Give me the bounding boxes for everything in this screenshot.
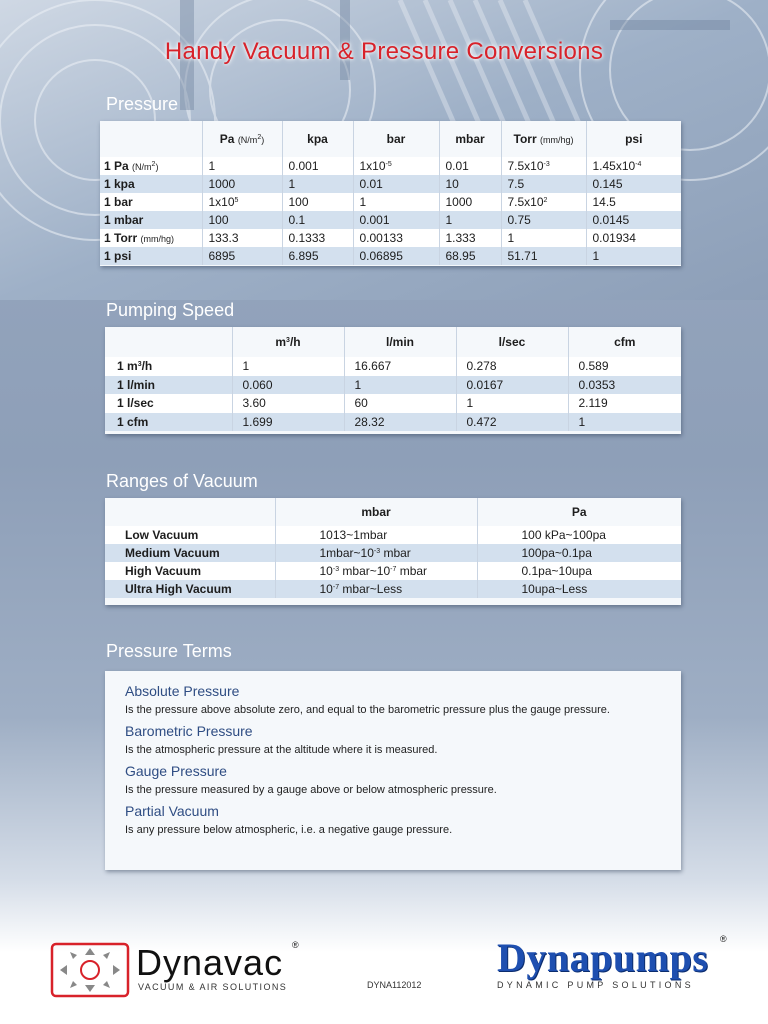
- cell: 1000: [439, 193, 501, 211]
- cell: 7.5: [501, 175, 586, 193]
- cell: 0.278: [456, 357, 568, 376]
- term-title: Barometric Pressure: [125, 723, 253, 739]
- dynapumps-logo: [497, 934, 737, 994]
- registered-mark: ®: [292, 940, 299, 950]
- cell: $1x10^5$: [202, 193, 282, 211]
- pumping-speed-table-panel: [105, 327, 681, 434]
- header-empty-cell: [105, 327, 232, 357]
- cell: 10upa~Less: [477, 580, 681, 598]
- table-row: [105, 357, 681, 376]
- cell: 0.01: [439, 157, 501, 175]
- cell: 1: [439, 211, 501, 229]
- header-empty-cell: [105, 498, 275, 526]
- row-label: Medium Vacuum: [105, 544, 275, 562]
- cell: 1.699: [232, 413, 344, 432]
- cell: 0.0145: [586, 211, 681, 229]
- row-label: 1 Torr (mm/hg): [100, 229, 202, 247]
- section-heading-ranges: Ranges of Vacuum: [106, 471, 258, 491]
- cell: 0.75: [501, 211, 586, 229]
- header-mbar: mbar: [275, 498, 477, 526]
- cell: 0.1pa~10upa: [477, 562, 681, 580]
- cell: 0.06895: [353, 247, 439, 265]
- cell: 0.145: [586, 175, 681, 193]
- cell: $10^{-7}$ mbar~Less: [275, 580, 477, 598]
- header-kpa: kpa: [282, 121, 353, 157]
- cell: 10: [439, 175, 501, 193]
- cell: 1: [586, 247, 681, 265]
- cell: 100: [202, 211, 282, 229]
- table-row: [105, 562, 681, 580]
- cell: 1000: [202, 175, 282, 193]
- cell: 1.333: [439, 229, 501, 247]
- table-row: [105, 580, 681, 598]
- cell: 6895: [202, 247, 282, 265]
- cell: 0.01934: [586, 229, 681, 247]
- term-title: Gauge Pressure: [125, 763, 227, 779]
- cell: $1mbar\sim 10^{-3}$ mbar: [275, 544, 477, 562]
- page-title: Handy Vacuum & Pressure Conversions: [164, 38, 604, 65]
- cell: 3.60: [232, 394, 344, 413]
- cell: 16.667: [344, 357, 456, 376]
- cell: 2.119: [568, 394, 681, 413]
- cell: 0.0353: [568, 376, 681, 395]
- header-torr: Torr (mm/hg): [501, 121, 586, 157]
- header-lsec: l/sec: [456, 327, 568, 357]
- table-row: [100, 193, 681, 211]
- row-label: 1 bar: [100, 193, 202, 211]
- cell: 100: [282, 193, 353, 211]
- row-label: 1 psi: [100, 247, 202, 265]
- table-row: [100, 229, 681, 247]
- table-row: [100, 175, 681, 193]
- ranges-of-vacuum-table: [105, 498, 681, 598]
- cell: 51.71: [501, 247, 586, 265]
- term-description: Is the pressure measured by a gauge above or below atmospheric pressure.: [125, 784, 497, 796]
- cell: 0.1: [282, 211, 353, 229]
- pressure-terms-panel: [105, 671, 681, 870]
- dynavac-logo: [50, 940, 310, 1000]
- cell: 0.01: [353, 175, 439, 193]
- term-title: Partial Vacuum: [125, 803, 219, 819]
- term-description: Is any pressure below atmospheric, i.e. a negative gauge pressure.: [125, 824, 453, 836]
- table-row: [105, 413, 681, 432]
- cell: 1: [456, 394, 568, 413]
- table-row: [100, 247, 681, 265]
- header-pa: Pa $(N/m^2)$: [202, 121, 282, 157]
- cell: 1: [232, 357, 344, 376]
- cell: 1013~1mbar: [275, 526, 477, 544]
- table-row: [105, 544, 681, 562]
- cell: 68.95: [439, 247, 501, 265]
- cell: 100 kPa~100pa: [477, 526, 681, 544]
- cell: $10^{-3}$ $mbar\sim 10^{-7}$ mbar: [275, 562, 477, 580]
- row-label: 1 l/sec: [105, 394, 232, 413]
- cell: 0.0167: [456, 376, 568, 395]
- dynavac-wordmark: Dynavac: [136, 942, 284, 983]
- header-bar: bar: [353, 121, 439, 157]
- cell: 1: [282, 175, 353, 193]
- cell: 0.1333: [282, 229, 353, 247]
- pumping-speed-table: [105, 327, 681, 431]
- dynavac-emblem-icon: [50, 942, 130, 998]
- header-empty-cell: [100, 121, 202, 157]
- row-label: High Vacuum: [105, 562, 275, 580]
- registered-mark: ®: [720, 934, 727, 944]
- dynapumps-tagline: DYNAMIC PUMP SOLUTIONS: [497, 980, 694, 990]
- row-label: 1 l/min: [105, 376, 232, 395]
- header-m3h: $m^3/h$: [232, 327, 344, 357]
- row-label: 1 mbar: [100, 211, 202, 229]
- cell: $7.5x10^{-3}$: [501, 157, 586, 175]
- cell: 0.589: [568, 357, 681, 376]
- term-description: Is the pressure above absolute zero, and equal to the barometric pressure plus the gauge pressure.: [125, 704, 610, 716]
- ranges-table-panel: [105, 498, 681, 605]
- section-heading-pressure: Pressure: [106, 94, 179, 114]
- cell: 100pa~0.1pa: [477, 544, 681, 562]
- cell: $1x10^{-5}$: [353, 157, 439, 175]
- cell: 1: [344, 376, 456, 395]
- cell: 0.001: [282, 157, 353, 175]
- cell: 6.895: [282, 247, 353, 265]
- header-psi: psi: [586, 121, 681, 157]
- cell: 0.472: [456, 413, 568, 432]
- dynavac-tagline: VACUUM & AIR SOLUTIONS: [138, 982, 288, 992]
- term-item: [125, 723, 661, 757]
- cell: 28.32: [344, 413, 456, 432]
- cell: $7.5x10^2$: [501, 193, 586, 211]
- row-label: 1 cfm: [105, 413, 232, 432]
- table-row: [100, 211, 681, 229]
- cell: 60: [344, 394, 456, 413]
- cell: 1: [353, 193, 439, 211]
- term-item: [125, 763, 661, 797]
- dynapumps-wordmark: Dynapumps: [497, 935, 709, 980]
- pressure-table-panel: [100, 121, 681, 266]
- term-title: Absolute Pressure: [125, 683, 240, 699]
- table-row: [105, 376, 681, 395]
- cell: 0.001: [353, 211, 439, 229]
- section-heading-pumping-speed: Pumping Speed: [106, 300, 235, 320]
- term-description: Is the atmospheric pressure at the altitude where it is measured.: [125, 744, 438, 756]
- header-cfm: cfm: [568, 327, 681, 357]
- header-mbar: mbar: [439, 121, 501, 157]
- row-label: 1 Pa $(N/m^2)$: [100, 157, 202, 175]
- table-row: [105, 526, 681, 544]
- header-pa: Pa: [477, 498, 681, 526]
- cell: 14.5: [586, 193, 681, 211]
- cell: 1: [501, 229, 586, 247]
- row-label: Low Vacuum: [105, 526, 275, 544]
- cell: $1.45x10^{-4}$: [586, 157, 681, 175]
- cell: 1: [202, 157, 282, 175]
- row-label: 1 $m^3/h$: [105, 357, 232, 376]
- table-row: [100, 157, 681, 175]
- cell: 0.00133: [353, 229, 439, 247]
- row-label: 1 kpa: [100, 175, 202, 193]
- row-label: Ultra High Vacuum: [105, 580, 275, 598]
- cell: 0.060: [232, 376, 344, 395]
- table-row: [105, 394, 681, 413]
- term-item: [125, 683, 661, 717]
- header-lmin: l/min: [344, 327, 456, 357]
- pressure-table: [100, 121, 681, 265]
- cell: 1: [568, 413, 681, 432]
- section-heading-pressure-terms: Pressure Terms: [106, 641, 232, 661]
- document-code: DYNA112012: [367, 980, 422, 990]
- term-item: [125, 803, 661, 837]
- cell: 133.3: [202, 229, 282, 247]
